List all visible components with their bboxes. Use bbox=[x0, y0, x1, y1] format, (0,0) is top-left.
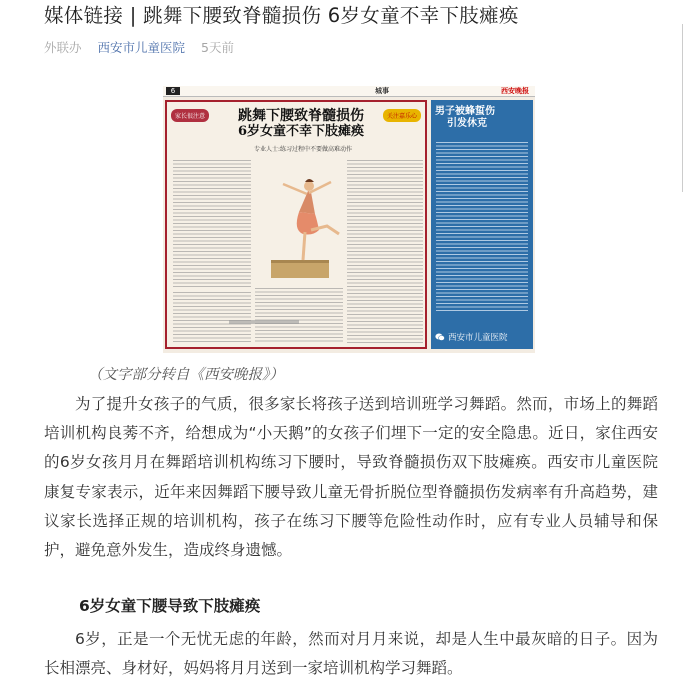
publish-time: 5天前 bbox=[201, 40, 234, 55]
article-meta bbox=[44, 40, 234, 56]
scrollbar[interactable] bbox=[682, 24, 695, 192]
watermark-text: 西安市儿童医院 bbox=[448, 333, 508, 343]
newspaper-top-strip bbox=[163, 86, 535, 97]
section-subheading: 6岁女童下腰导致下肢瘫痪 bbox=[79, 597, 261, 615]
newspaper-page-number: 6 bbox=[166, 87, 180, 95]
figure-caption bbox=[229, 320, 299, 324]
newspaper-headline-line2: 6岁女童不幸下肢瘫痪 bbox=[237, 124, 365, 139]
newspaper-text-column bbox=[173, 160, 251, 288]
article-title: 媒体链接 | 跳舞下腰致脊髓损伤 6岁女童不幸下肢瘫痪 bbox=[44, 4, 519, 27]
newspaper-article-frame bbox=[165, 100, 427, 349]
newspaper-section: 城事 bbox=[375, 87, 389, 95]
account-name-link[interactable]: 西安市儿童医院 bbox=[97, 40, 186, 55]
source-label: 外联办 bbox=[44, 40, 82, 55]
newspaper-logo: 西安晚报 bbox=[501, 87, 529, 95]
newspaper-image[interactable] bbox=[163, 86, 535, 353]
newspaper-text-column bbox=[173, 292, 251, 344]
body-paragraph-2: 6岁，正是一个无忧无虑的年龄，然而对月月来说，却是人生中最灰暗的日子。因为长相漂亮、身材好，妈妈将月月送到一家培训机构学习舞蹈。 bbox=[44, 630, 658, 678]
body-paragraph-1: 为了提升女孩子的气质，很多家长将孩子送到培训班学习舞蹈。然而，市场上的舞蹈培训机构良莠不齐，给想成为“小天鹅”的女孩子们埋下一定的安全隐患。近日，家住西安的6岁女孩月月在舞蹈培训机构练习下腰时，导致脊髓损伤双下肢瘫痪。西安市儿童医院康复专家表示，近年来因舞蹈下腰导致儿童无骨折脱位型脊髓损伤发病率有升高趋势，建议家长选择正规的培训机构，孩子在练习下腰等危险性动作时，应有专业人员辅导和保护，避免意外发生，造成终身遗憾。 bbox=[44, 395, 658, 560]
wechat-icon bbox=[435, 333, 445, 341]
newspaper-text-column bbox=[347, 160, 423, 344]
image-watermark bbox=[431, 331, 533, 345]
sidebar-text bbox=[436, 142, 528, 312]
newspaper-text-column bbox=[255, 288, 343, 344]
dancer-figure bbox=[253, 164, 345, 284]
newspaper-sidebar bbox=[431, 100, 533, 349]
newspaper-tag-left: 家长很注意 bbox=[171, 109, 209, 122]
newspaper-subheadline: 专业人士:练习过程中不要做高难动作 bbox=[253, 146, 353, 153]
newspaper-headline-line1: 跳舞下腰致脊髓损伤 bbox=[238, 108, 364, 124]
source-note: （文字部分转自《西安晚报》） bbox=[88, 367, 284, 383]
newspaper-tag-right: 关注嘉乐心 bbox=[383, 109, 421, 122]
sidebar-headline-line2: 引发休克 bbox=[447, 118, 487, 129]
sidebar-headline-line1: 男子被蜂蜇伤 bbox=[435, 106, 495, 117]
